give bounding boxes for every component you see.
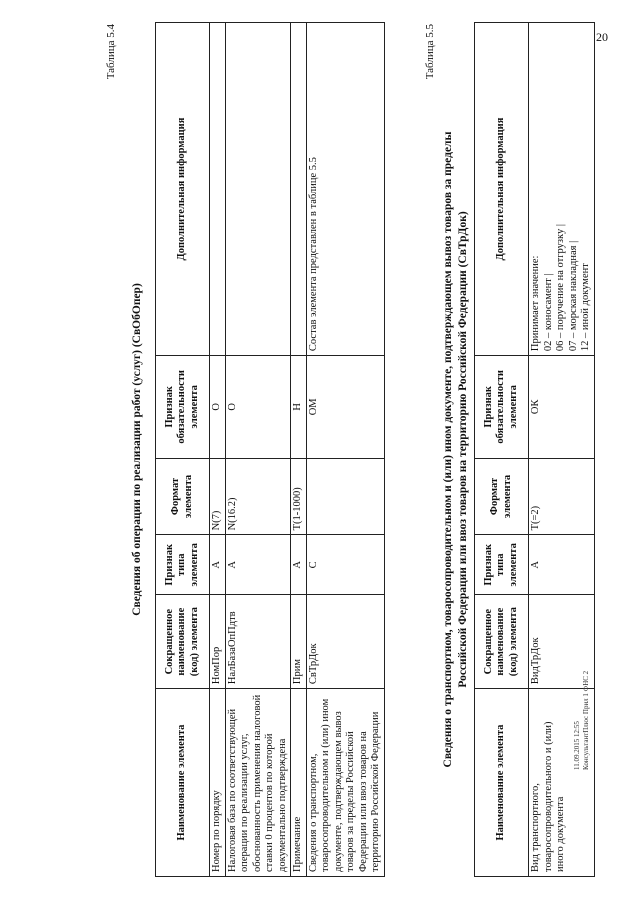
header-code: Сокращенное наименование (код) элемента — [156, 595, 210, 689]
footer-line1: 11.09.2015 12:55 — [573, 721, 581, 770]
table-5-4-title-text: Сведения об операции по реализации работ (услуг) (СвОбОпер) — [130, 283, 143, 616]
header-format: Формат элемента — [156, 458, 210, 535]
table-5-5-title-line1: Сведения о транспортном, товаросопроводительном и (или) ином документе, подтверждающем вывоз товаров за пределы — [442, 131, 454, 768]
cell-required: ОК — [529, 356, 595, 458]
cell-required: Н — [291, 356, 307, 458]
table-5-5-title — [438, 22, 474, 877]
table-row — [291, 23, 307, 877]
table-5-5-block — [422, 22, 637, 877]
cell-info — [529, 23, 595, 356]
info-line: Принимает значение: — [530, 255, 541, 352]
table-5-4-title — [119, 22, 155, 877]
cell-format — [306, 458, 384, 535]
info-line: 12 – иной документ — [580, 263, 591, 352]
cell-code: ВидТрДок — [529, 595, 595, 689]
cell-info — [225, 23, 291, 356]
header-format: Формат элемента — [475, 458, 529, 535]
info-line: 06 – поручение на отгрузку | — [555, 224, 566, 352]
info-line: 02 – коносамент | — [542, 273, 554, 352]
cell-name: Примечание — [291, 689, 307, 877]
table-header-row — [475, 23, 529, 877]
cell-info — [210, 23, 226, 356]
header-type: Признак типа элемента — [156, 535, 210, 595]
table-row — [306, 23, 384, 877]
cell-required: О — [210, 356, 226, 458]
table-5-4-caption: Таблица 5.4 — [105, 24, 117, 80]
header-name: Наименование элемента — [475, 689, 529, 877]
cell-required: О — [225, 356, 291, 458]
footer-note — [573, 671, 591, 770]
table-row — [210, 23, 226, 877]
cell-name: Вид транспортного, товаросопроводительного и (или) иного документа — [529, 689, 595, 877]
cell-name: Сведения о транспортном, товаросопроводительном и (или) ином документе, подтверждающем вывоз товаров за пределы Российской Федерации или ввоз товаров на территорию Российской Федерации — [306, 689, 384, 877]
table-header-row — [156, 23, 210, 877]
cell-info: Состав элемента представлен в таблице 5.5 — [306, 23, 384, 356]
header-required: Признак обязательности элемента — [475, 356, 529, 458]
table-row — [225, 23, 291, 877]
cell-code: СвТрДок — [306, 595, 384, 689]
header-required: Признак обязательности элемента — [156, 356, 210, 458]
info-line: 07 – морская накладная | — [567, 240, 579, 352]
cell-format: N(7) — [210, 458, 226, 535]
header-name: Наименование элемента — [156, 689, 210, 877]
cell-type: А — [529, 535, 595, 595]
header-info: Дополнительная информация — [475, 23, 529, 356]
header-type: Признак типа элемента — [475, 535, 529, 595]
footer-line2: КонсультантПлюс Прил 1 ФНС 2 — [582, 670, 590, 770]
cell-type: С — [306, 535, 384, 595]
cell-type: А — [225, 535, 291, 595]
cell-format: T(1-1000) — [291, 458, 307, 535]
cell-code: НалБазаОпПдтв — [225, 595, 291, 689]
header-code: Сокращенное наименование (код) элемента — [475, 595, 529, 689]
table-5-5-caption: Таблица 5.5 — [424, 24, 436, 80]
page-number: 20 — [596, 30, 608, 44]
header-info: Дополнительная информация — [156, 23, 210, 356]
cell-type: А — [210, 535, 226, 595]
table-5-4 — [155, 22, 385, 877]
cell-name: Налоговая база по соответствующей операции по реализации услуг, обоснованность применения налоговой ставки 0 процентов по которой документально подтверждена — [225, 689, 291, 877]
table-5-5-title-line2: Российской Федерации или ввоз товаров на территорию Российской Федерации (СвТрДок) — [457, 211, 469, 688]
cell-name: Номер по порядку — [210, 689, 226, 877]
cell-format: T(=2) — [529, 458, 595, 535]
cell-info — [291, 23, 307, 356]
cell-code: НомПор — [210, 595, 226, 689]
cell-code: Прим — [291, 595, 307, 689]
cell-type: А — [291, 535, 307, 595]
cell-format: N(16.2) — [225, 458, 291, 535]
cell-required: ОМ — [306, 356, 384, 458]
